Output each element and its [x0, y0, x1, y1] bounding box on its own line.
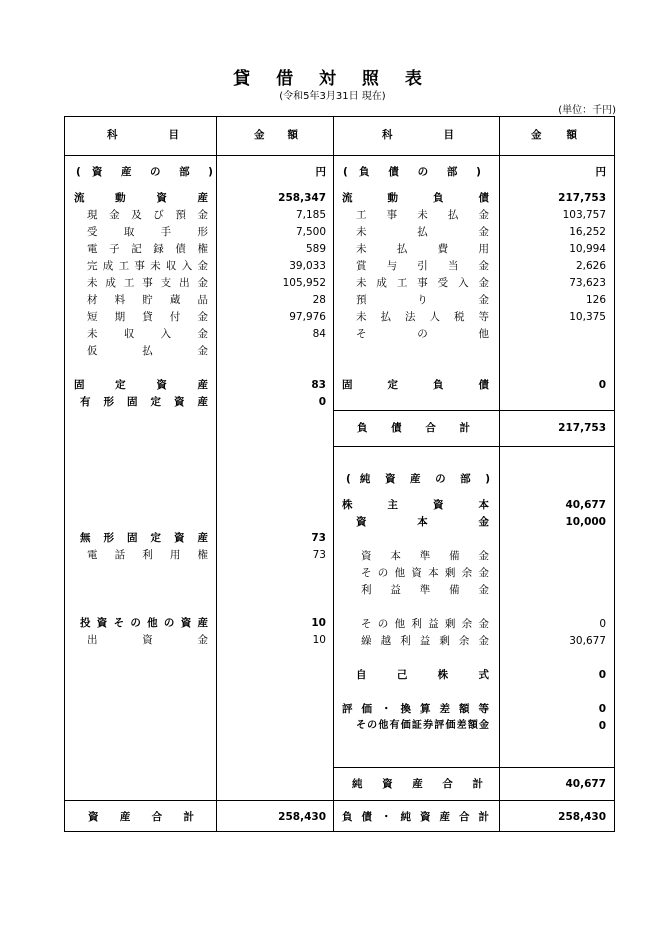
asset-item-amount: 39,033 [289, 260, 326, 272]
liability-item-label: 工事未払金 [356, 209, 489, 221]
header-subject-right: 科 目 [382, 129, 454, 141]
capital-amount: 10,000 [565, 516, 606, 528]
asset-item-amount: 7,185 [295, 209, 326, 221]
intangible-assets-amount: 73 [311, 532, 326, 544]
total-assets-label: 資産合計 [88, 811, 194, 823]
grand-total-rule [64, 800, 615, 801]
asset-item-label: 完成工事未収入金 [87, 260, 208, 272]
tangible-assets-label: 有形固定資産 [80, 396, 208, 408]
liability-item-label: 未払法人税等 [356, 311, 489, 323]
total-liabilities-amount: 217,753 [558, 422, 606, 434]
asset-item-label: 材料貯蔵品 [87, 294, 208, 306]
surplus-item-label: 利益準備金 [361, 584, 489, 596]
total-net-assets-label: 純資産合計 [352, 778, 483, 790]
current-assets-amount: 258,347 [278, 192, 326, 204]
liability-item-amount: 73,623 [569, 277, 606, 289]
fixed-liabilities-label: 固定負債 [342, 379, 489, 391]
asset-item-label: 出資金 [87, 634, 208, 646]
liab-total-top [333, 410, 615, 411]
current-liabilities-label: 流動負債 [342, 192, 489, 204]
treasury-stock-label: 自己株式 [356, 669, 489, 681]
securities-valuation-amount: 0 [598, 720, 606, 732]
as-of-date: (令和5年3月31日 現在) [279, 91, 386, 102]
document-title: 貸 借 対 照 表 [233, 69, 432, 89]
asset-item-label: 未成工事支出金 [87, 277, 208, 289]
header-amount-right: 金 額 [531, 129, 577, 141]
treasury-stock-amount: 0 [598, 669, 606, 681]
fixed-assets-amount: 83 [311, 379, 326, 391]
current-assets-label: 流動資産 [74, 192, 208, 204]
asset-item-amount: 10 [312, 634, 326, 646]
assets-unit-mark: 円 [315, 166, 326, 178]
surplus-item-label: その他資本剰余金 [361, 567, 489, 579]
liability-item-label: 未成工事受入金 [356, 277, 489, 289]
liability-item-amount: 2,626 [575, 260, 606, 272]
valuation-amount: 0 [598, 703, 606, 715]
asset-item-amount: 28 [312, 294, 326, 306]
capital-label: 資本金 [356, 516, 489, 528]
asset-item-label: 受取手形 [87, 226, 208, 238]
securities-valuation-label: その他有価証券評価差額金 [356, 720, 489, 731]
investments-label: 投資その他の資産 [80, 617, 208, 629]
retained-item-amount: 0 [599, 618, 606, 630]
liability-item-amount: 126 [585, 294, 606, 306]
liability-item-amount: 10,994 [569, 243, 606, 255]
shareholders-equity-label: 株主資本 [342, 499, 489, 511]
liability-item-amount: 10,375 [569, 311, 606, 323]
liability-item-amount: 16,252 [569, 226, 606, 238]
netassets-total-top [333, 767, 615, 768]
unit-note: (単位：千円) [558, 105, 616, 116]
investments-amount: 10 [311, 617, 326, 629]
grand-total-amount: 258,430 [558, 811, 606, 823]
asset-item-label: 電話利用権 [87, 549, 208, 561]
liabilities-section-label: ( 負 債 の 部 ) [343, 166, 481, 178]
liab-total-bottom [333, 446, 615, 447]
liability-item-label: 未払費用 [356, 243, 489, 255]
fixed-liabilities-amount: 0 [598, 379, 606, 391]
net-assets-section-label: ( 純 資 産 の 部 ) [346, 473, 490, 485]
retained-item-label: 繰越利益剰余金 [361, 635, 489, 647]
liabilities-unit-mark: 円 [595, 166, 606, 178]
col-divider-1 [216, 116, 217, 832]
header-amount-left: 金 額 [254, 129, 298, 141]
col-divider-center [333, 116, 334, 832]
total-net-assets-amount: 40,677 [565, 778, 606, 790]
liability-item-label: 未払金 [356, 226, 489, 238]
asset-item-amount: 105,952 [282, 277, 326, 289]
liability-item-amount: 103,757 [562, 209, 606, 221]
liability-item-label: 賞与引当金 [356, 260, 489, 272]
header-subject-left: 科 目 [107, 129, 179, 141]
liability-item-label: 預り金 [356, 294, 489, 306]
asset-item-label: 未収入金 [87, 328, 208, 340]
surplus-item-label: 資本準備金 [361, 550, 489, 562]
asset-item-label: 仮払金 [87, 345, 208, 357]
valuation-label: 評価・換算差額等 [342, 703, 489, 715]
total-assets-amount: 258,430 [278, 811, 326, 823]
asset-item-label: 短期貸付金 [87, 311, 208, 323]
assets-section-label: ( 資 産 の 部 ) [76, 166, 213, 178]
asset-item-amount: 97,976 [289, 311, 326, 323]
total-liabilities-label: 負債合計 [357, 422, 470, 434]
asset-item-amount: 7,500 [295, 226, 326, 238]
liability-item-label: その他 [356, 328, 489, 340]
fixed-assets-label: 固定資産 [74, 379, 208, 391]
asset-item-amount: 84 [312, 328, 326, 340]
shareholders-equity-amount: 40,677 [565, 499, 606, 511]
retained-item-label: その他利益剰余金 [361, 618, 489, 630]
header-rule [64, 155, 615, 156]
asset-item-amount: 73 [312, 549, 326, 561]
intangible-assets-label: 無形固定資産 [80, 532, 208, 544]
asset-item-label: 現金及び預金 [87, 209, 208, 221]
current-liabilities-amount: 217,753 [558, 192, 606, 204]
asset-item-label: 電子記録債権 [87, 243, 208, 255]
tangible-assets-amount: 0 [318, 396, 326, 408]
col-divider-3 [499, 116, 500, 832]
asset-item-amount: 589 [305, 243, 326, 255]
retained-item-amount: 30,677 [569, 635, 606, 647]
grand-total-label: 負債・純資産合計 [342, 811, 489, 823]
